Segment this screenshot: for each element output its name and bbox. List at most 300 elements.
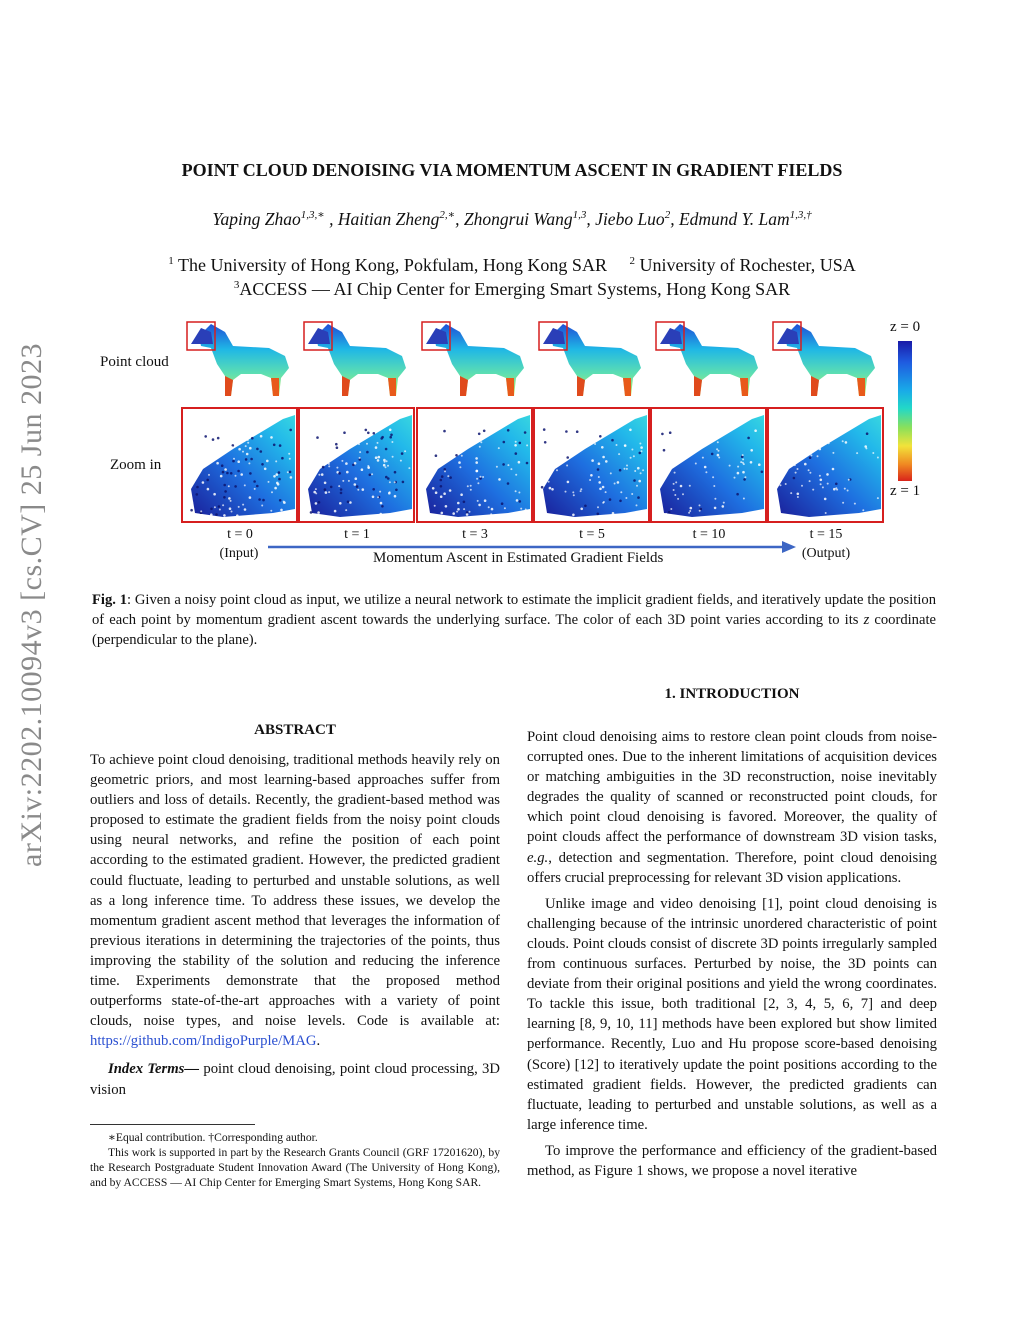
surface-point [463, 508, 465, 510]
noise-point [750, 461, 753, 464]
noise-point [365, 429, 368, 432]
noise-point [565, 430, 568, 433]
code-link[interactable]: https://github.com/IndigoPurple/MAG [90, 1033, 317, 1050]
surface-point [737, 466, 739, 468]
surface-point [477, 500, 479, 502]
noise-point [717, 454, 720, 457]
colorbar-top-label: z = 0 [890, 319, 921, 335]
surface-point [244, 484, 246, 486]
surface-point [283, 501, 285, 503]
surface-point [268, 481, 270, 483]
surface-point [631, 493, 633, 495]
surface-point [848, 479, 850, 481]
intro-p1-b: , detection and segmentation. Therefore, point cloud denoising offers crucial preprocessing for relevant 3D vision applications. [527, 849, 937, 886]
noise-point [324, 482, 327, 485]
noise-point [444, 468, 447, 471]
surface-point [526, 444, 528, 446]
noise-point [845, 441, 848, 444]
surface-point [805, 453, 807, 455]
surface-point [565, 491, 567, 493]
surface-point [525, 509, 527, 511]
surface-point [717, 441, 719, 443]
surface-point [191, 445, 193, 447]
surface-point [328, 491, 330, 493]
surface-point [808, 469, 810, 471]
surface-point [377, 496, 379, 498]
surface-point [812, 489, 814, 491]
noise-point [380, 437, 383, 440]
intro-p2: Unlike image and video denoising [1], point cloud denoising is challenging because of the intrinsic unordered characteristic of point clouds. Point clouds consist of discrete 3D points irregularly sampled from continuous surfaces. Perturbed by noise, the 3D points can deviate from their original positions and yield the wrong coordinates. To tackle this issue, both traditional [2, 3, 4, 5, 6, 7] and deep learning [8, 9, 10, 11] methods have been explored but show limited performance. Recently, Luo and Hu propose score-based denoising (Score) [12] to iteratively update the point positions according to the estimated gradient fields. However, the predicted gradients can fluctuate, leading to perturbed and unstable solutions, as well as a large inference time. [527, 895, 937, 1133]
surface-point [198, 459, 200, 461]
noise-point [215, 513, 218, 516]
surface-point [658, 493, 660, 495]
noise-point [279, 444, 282, 447]
surface-point [287, 471, 289, 473]
surface-point [809, 480, 811, 482]
surface-point [597, 506, 599, 508]
surface-point [702, 457, 704, 459]
zoom-panel [767, 407, 884, 523]
noise-point [204, 435, 207, 438]
noise-point [394, 495, 397, 498]
noise-point [266, 460, 269, 463]
noise-point [249, 472, 252, 475]
noise-point [200, 515, 203, 518]
noise-point [795, 448, 798, 451]
noise-point [597, 513, 600, 516]
paper-title: POINT CLOUD DENOISING VIA MOMENTUM ASCENT IN GRADIENT FIELDS [181, 160, 843, 180]
noise-point [516, 499, 519, 502]
noise-point [592, 432, 595, 435]
figure-caption [92, 590, 936, 650]
noise-point [218, 505, 221, 508]
noise-point [457, 508, 460, 511]
caption-text: : Given a noisy point cloud as input, we utilize a neural network to estimate the implicit gradient fields, and iteratively update the position of each point by momentum gradient ascent towards the underlying surface. The color of each 3D point varies according to its [92, 592, 936, 628]
author-affiliation-mark: 1,3,∗ [300, 209, 325, 221]
noise-point [229, 507, 232, 510]
noise-point [349, 501, 352, 504]
noise-point [563, 445, 566, 448]
noise-point [381, 505, 384, 508]
noise-point [232, 460, 235, 463]
noise-point [373, 432, 376, 435]
noise-point [375, 456, 378, 459]
noise-point [200, 466, 203, 469]
surface-point [872, 452, 874, 454]
abstract-heading: ABSTRACT [254, 722, 336, 738]
surface-point [515, 441, 517, 443]
noise-point [192, 516, 195, 519]
surface-point [188, 461, 190, 463]
surface-point [387, 465, 389, 467]
surface-point [408, 467, 410, 469]
affiliation-line-1 [0, 255, 1024, 276]
surface-point [275, 460, 277, 462]
surface-point [470, 485, 472, 487]
surface-point [510, 468, 512, 470]
noise-point [389, 429, 392, 432]
noise-point [478, 504, 481, 507]
surface-point [336, 467, 338, 469]
noise-point [619, 500, 622, 503]
noise-point [464, 429, 467, 432]
surface-point [392, 456, 394, 458]
footnotes [90, 1130, 500, 1190]
surface-point [385, 466, 387, 468]
noise-point [228, 447, 231, 450]
noise-point [196, 486, 199, 489]
surface-point [797, 468, 799, 470]
surface-point [394, 481, 396, 483]
surface-point [231, 511, 233, 513]
author-name: Edmund Y. Lam [678, 208, 790, 229]
noise-point [833, 488, 836, 491]
noise-point [750, 449, 753, 452]
noise-point [435, 454, 438, 457]
noise-point [590, 474, 593, 477]
noise-point [387, 477, 390, 480]
surface-point [636, 485, 638, 487]
surface-point [801, 485, 803, 487]
surface-point [348, 480, 350, 482]
surface-point [200, 510, 202, 512]
noise-point [722, 505, 725, 508]
surface-point [742, 454, 744, 456]
surface-point [572, 491, 574, 493]
noise-point [601, 446, 604, 449]
surface-point [548, 463, 550, 465]
noise-point [441, 475, 444, 478]
author-separator: , [670, 208, 679, 229]
surface-point [634, 470, 636, 472]
noise-point [591, 459, 594, 462]
noise-point [188, 448, 191, 451]
surface-point [847, 490, 849, 492]
noise-point [661, 433, 664, 436]
noise-point [638, 480, 641, 483]
noise-point [466, 513, 469, 516]
caption-text-end: coordinate (perpendicular to the plane). [92, 612, 936, 648]
noise-point [256, 485, 259, 488]
surface-point [248, 462, 250, 464]
noise-point [566, 456, 569, 459]
noise-point [321, 473, 324, 476]
surface-point [809, 472, 811, 474]
noise-point [380, 502, 383, 505]
surface-point [568, 445, 570, 447]
surface-point [247, 439, 249, 441]
surface-point [639, 443, 641, 445]
intro-p1-eg: e.g. [527, 849, 549, 866]
surface-point [794, 464, 796, 466]
noise-point [372, 488, 375, 491]
surface-point [610, 472, 612, 474]
surface-point [222, 504, 224, 506]
surface-point [504, 507, 506, 509]
surface-point [705, 471, 707, 473]
surface-point [689, 510, 691, 512]
surface-point [288, 453, 290, 455]
noise-point [617, 481, 620, 484]
noise-point [629, 429, 632, 432]
noise-point [441, 436, 444, 439]
affiliation-3: ACCESS — AI Chip Center for Emerging Smart Systems, Hong Kong SAR [239, 279, 791, 299]
surface-point [759, 512, 761, 514]
noise-point [273, 475, 276, 478]
author-affiliation-mark: 2 [664, 209, 671, 221]
surface-point [815, 443, 817, 445]
noise-point [274, 487, 277, 490]
noise-point [502, 463, 505, 466]
surface-point [326, 443, 328, 445]
surface-point [713, 485, 715, 487]
footnote-contribution: ∗Equal contribution. †Corresponding author. [108, 1131, 318, 1144]
author-affiliation-mark: 1,3 [572, 209, 587, 221]
zoom-panel [181, 407, 298, 523]
surface-point [239, 438, 241, 440]
output-label: (Output) [801, 546, 851, 561]
surface-point [589, 479, 591, 481]
author-separator: , [455, 208, 464, 229]
surface-point [196, 459, 198, 461]
intro-p1-a: Point cloud denoising aims to restore clean point clouds from noise-corrupted ones. Due to the inherent limitations of acquisition devices or matching ambiguities in the 3D reconstruction, noise inevitably degrades the quality of scanned or reconstructed point clouds, for which point cloud denoising is favored. Moreover, the quality of point clouds affect the performance of downstream 3D vision tasks, [527, 729, 937, 846]
surface-point [341, 460, 343, 462]
surface-point [810, 454, 812, 456]
noise-point [236, 514, 239, 517]
surface-point [230, 500, 232, 502]
time-step-label: t = 10 [692, 527, 726, 542]
surface-point [616, 444, 618, 446]
noise-point [361, 468, 364, 471]
surface-point [345, 509, 347, 511]
surface-point [673, 489, 675, 491]
noise-point [507, 482, 510, 485]
noise-point [216, 455, 219, 458]
noise-point [758, 463, 761, 466]
surface-point [594, 443, 596, 445]
noise-point [201, 454, 204, 457]
noise-point [445, 505, 448, 508]
noise-point [572, 514, 575, 517]
affiliation-1: The University of Hong Kong, Pokfulam, Hong Kong SAR [177, 255, 607, 275]
surface-point [674, 494, 676, 496]
author-separator: , [324, 208, 338, 229]
surface-point [479, 446, 481, 448]
noise-point [478, 433, 481, 436]
noise-point [602, 486, 605, 489]
noise-point [663, 452, 666, 455]
surface-point [235, 475, 237, 477]
author-separator: , [586, 208, 596, 229]
surface-point [677, 498, 679, 500]
surface-point [271, 491, 273, 493]
surface-point [342, 480, 344, 482]
abstract-text: To achieve point cloud denoising, traditional methods heavily rely on geometric priors, and most learning-based approaches suffer from outliers and loss of details. Recently, the gradient-based method was proposed to estimate the gradient fields from the noisy point clouds using neural networks, and refine the position of each point according to the estimated gradient. However, the predicted gradient could fluctuate, leading to perturbed and unstable solutions, as well as a long inference time. To address these issues, we develop the momentum gradient ascent method that leverages the information of previous iterations in determining the trajectories of the points, thus improving the stability of the solution and reducing the inference time. Experiments demonstrate that the proposed method outperforms state-of-the-art approaches with a variety of point clouds, noise types, and noise levels. Code is available at: [90, 752, 500, 1030]
surface-point [580, 488, 582, 490]
noise-point [449, 476, 452, 479]
noise-point [781, 471, 784, 474]
noise-point [228, 497, 231, 500]
noise-point [440, 495, 443, 498]
surface-point [723, 502, 725, 504]
surface-point [469, 511, 471, 513]
surface-point [389, 491, 391, 493]
author-name: Jiebo Luo [595, 208, 665, 229]
noise-point [519, 442, 522, 445]
noise-point [580, 508, 583, 511]
noise-point [340, 492, 343, 495]
noise-point [394, 471, 397, 474]
author-affiliation-mark: 1,3,† [789, 209, 812, 221]
noise-point [249, 447, 252, 450]
surface-point [566, 465, 568, 467]
surface-point [625, 497, 627, 499]
surface-point [371, 473, 373, 475]
surface-point [877, 457, 879, 459]
surface-point [795, 472, 797, 474]
noise-point [256, 448, 259, 451]
noise-point [280, 509, 283, 512]
surface-point [480, 441, 482, 443]
affiliation-line-2 [0, 279, 1024, 300]
author-affiliation-mark: 2,∗ [439, 209, 456, 221]
surface-point [682, 493, 684, 495]
noise-point [455, 454, 458, 457]
surface-point [642, 469, 644, 471]
noise-point [317, 439, 320, 442]
noise-point [576, 430, 579, 433]
surface-point [548, 481, 550, 483]
noise-point [677, 438, 680, 441]
surface-point [219, 509, 221, 511]
caption-variable: z [863, 612, 870, 628]
noise-point [221, 464, 224, 467]
surface-point [822, 486, 824, 488]
noise-point [351, 433, 354, 436]
surface-point [598, 476, 600, 478]
surface-point [744, 476, 746, 478]
noise-point [714, 507, 717, 510]
surface-point [780, 484, 782, 486]
noise-point [435, 491, 438, 494]
surface-point [359, 451, 361, 453]
noise-point [692, 444, 695, 447]
surface-point [459, 466, 461, 468]
noise-point [457, 502, 460, 505]
zoom-point-cloud [183, 409, 296, 521]
noise-point [484, 499, 487, 502]
surface-point [427, 514, 429, 516]
noise-point [819, 448, 822, 451]
surface-point [423, 500, 425, 502]
surface-point [603, 501, 605, 503]
surface-point [828, 442, 830, 444]
noise-point [383, 464, 386, 467]
noise-point [433, 458, 436, 461]
noise-point [473, 442, 476, 445]
surface-point [242, 451, 244, 453]
noise-point [207, 488, 210, 491]
noise-point [224, 490, 227, 493]
noise-point [452, 512, 455, 515]
surface-point [238, 506, 240, 508]
noise-point [401, 452, 404, 455]
noise-point [190, 509, 193, 512]
surface-point [626, 465, 628, 467]
noise-point [754, 429, 757, 432]
noise-point [491, 508, 494, 511]
noise-point [743, 478, 746, 481]
noise-point [524, 431, 527, 434]
surface-point [496, 466, 498, 468]
surface-point [461, 455, 463, 457]
noise-point [640, 446, 643, 449]
surface-point [338, 485, 340, 487]
surface-point [842, 502, 844, 504]
colorbar-bottom-label: z = 1 [890, 483, 921, 499]
surface-point [673, 483, 675, 485]
noise-point [219, 452, 222, 455]
surface-point [498, 447, 500, 449]
noise-point [463, 501, 466, 504]
noise-point [258, 498, 261, 501]
point-cloud-horse [767, 318, 885, 398]
noise-point [503, 441, 506, 444]
noise-point [216, 462, 219, 465]
surface-point [209, 453, 211, 455]
surface-point [488, 506, 490, 508]
noise-point [324, 488, 327, 491]
noise-point [347, 501, 350, 504]
noise-point [544, 441, 547, 444]
noise-point [826, 473, 829, 476]
point-cloud-horse [650, 318, 768, 398]
noise-point [260, 435, 263, 438]
caption-label: Fig. 1 [92, 592, 128, 608]
noise-point [322, 466, 325, 469]
noise-point [637, 467, 640, 470]
zoom-point-cloud [652, 409, 765, 521]
surface-point [784, 455, 786, 457]
surface-point [328, 465, 330, 467]
surface-point [699, 510, 701, 512]
surface-point [470, 489, 472, 491]
surface-point [377, 442, 379, 444]
surface-point [518, 492, 520, 494]
surface-point [254, 488, 256, 490]
abstract-body [90, 750, 500, 1100]
surface-point [817, 455, 819, 457]
surface-point [320, 460, 322, 462]
noise-point [261, 463, 264, 466]
noise-point [443, 430, 446, 433]
surface-point [480, 476, 482, 478]
surface-point [434, 505, 436, 507]
surface-point [400, 460, 402, 462]
noise-point [378, 456, 381, 459]
affiliation-1-mark: 1 [168, 255, 174, 267]
surface-point [844, 488, 846, 490]
author-name: Zhongrui Wang [463, 208, 573, 229]
surface-point [192, 457, 194, 459]
surface-point [245, 445, 247, 447]
noise-point [804, 463, 807, 466]
surface-point [404, 450, 406, 452]
noise-point [402, 481, 405, 484]
noise-point [230, 472, 233, 475]
noise-point [202, 481, 205, 484]
noise-point [612, 512, 615, 515]
